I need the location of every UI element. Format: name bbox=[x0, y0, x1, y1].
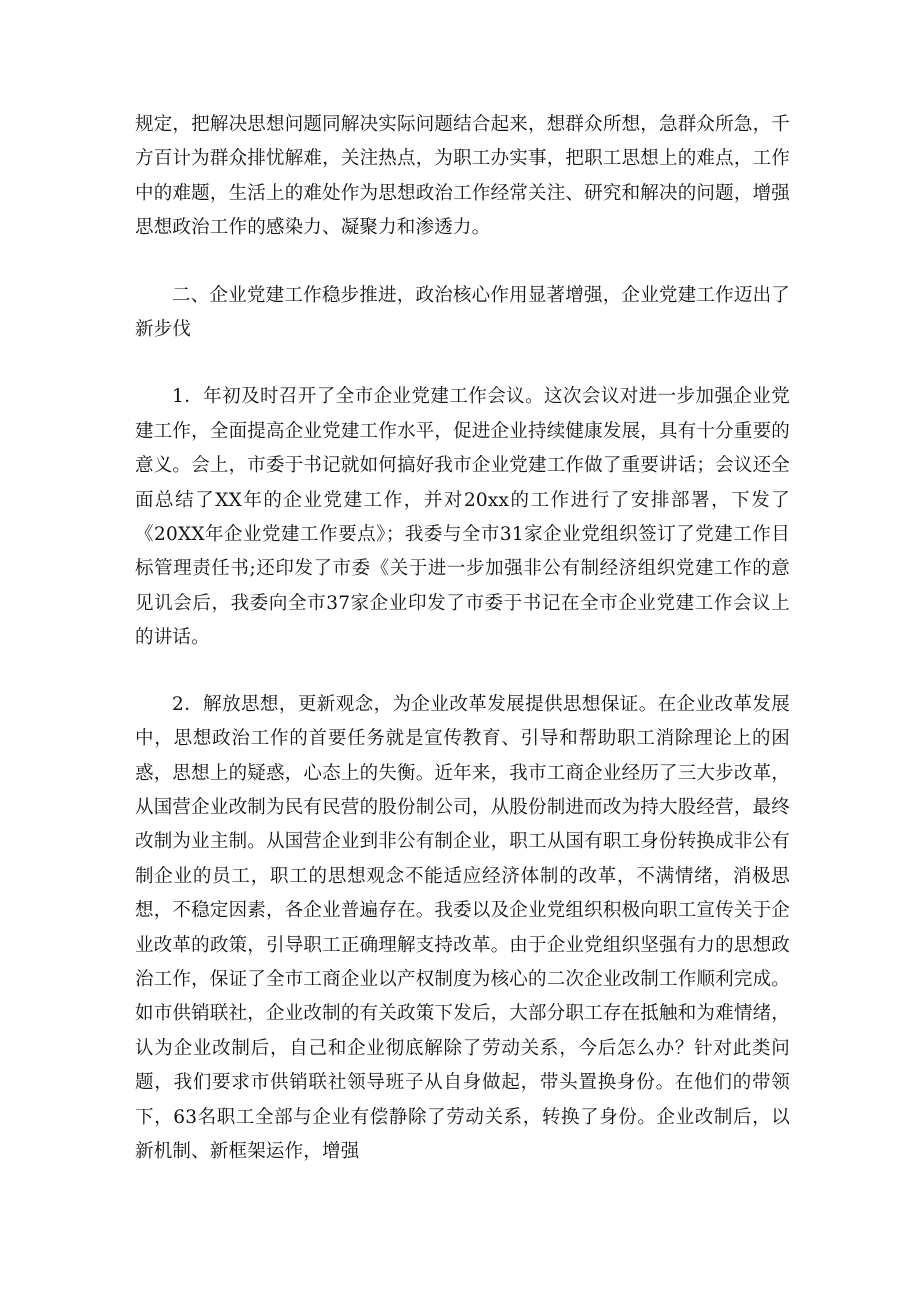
paragraph-spacer bbox=[135, 656, 790, 688]
document-body bbox=[135, 108, 790, 1169]
section-heading: 二、企业党建工作稳步推进，政治核心作用显著增强，企业党建工作迈出了新步伐 bbox=[135, 284, 790, 341]
paragraph-spacer bbox=[135, 246, 790, 279]
paragraph-continuation: 规定，把解决思想问题同解决实际问题结合起来，想群众所想，急群众所急，千方百计为群众排忧解难，关注热点，为职工办实事，把职工思想上的难点，工作中的难题，生活上的难处作为思想政治工作经常关注、研究和解决的问题，增强思想政治工作的感染力、凝聚力和渗透力。 bbox=[135, 114, 790, 239]
paragraph-spacer bbox=[135, 347, 790, 380]
paragraph-item-2: 2．解放思想，更新观念，为企业改革发展提供思想保证。在企业改革发展中，思想政治工作的首要任务就是宣传教育、引导和帮助职工消除理论上的困惑，思想上的疑惑，心态上的失衡。近年来，我市工商企业经历了三大步改革，从国营企业改制为民有民营的股份制公司，从股份制进而改为持大股经营，最终改制为业主制。从国营企业到非公有制企业，职工从国有职工身份转换成非公有制企业的员工，职工的思想观念不能适应经济体制的改革，不满情绪，消极思想，不稳定因素，各企业普遍存在。我委以及企业党组织积极向职工宣传关于企业改革的政策，引导职工正确理解支持改革。由于企业党组织坚强有力的思想政治工作，保证了全市工商企业以产权制度为核心的二次企业改制工作顺利完成。如市供销联社，企业改制的有关政策下发后，大部分职工存在抵触和为难情绪，认为企业改制后，自己和企业彻底解除了劳动关系，今后怎么办？针对此类问题，我们要求市供销联社领导班子从自身做起，带头置换身份。在他们的带领下，63名职工全部与企业有偿静除了劳动关系，转换了身份。企业改制后，以新机制、新框架运作，增强 bbox=[135, 693, 790, 1162]
paragraph-item-1: 1．年初及时召开了全市企业党建工作会议。这次会议对进一步加强企业党建工作，全面提高企业党建工作水平，促进企业持续健康发展，具有十分重要的意义。会上，市委于书记就如何搞好我市企业党建工作做了重要讲话；会议还全面总结了XX年的企业党建工作，并对20xx的工作进行了安排部署，下发了《20XX年企业党建工作要点》；我委与全市31家企业党组织签订了党建工作目标管理责任书;还印发了市委《关于进一步加强非公有制经济组织党建工作的意见讥会后，我委向全市37家企业印发了市委于书记在全市企业党建工作会议上的讲话。 bbox=[135, 386, 790, 649]
